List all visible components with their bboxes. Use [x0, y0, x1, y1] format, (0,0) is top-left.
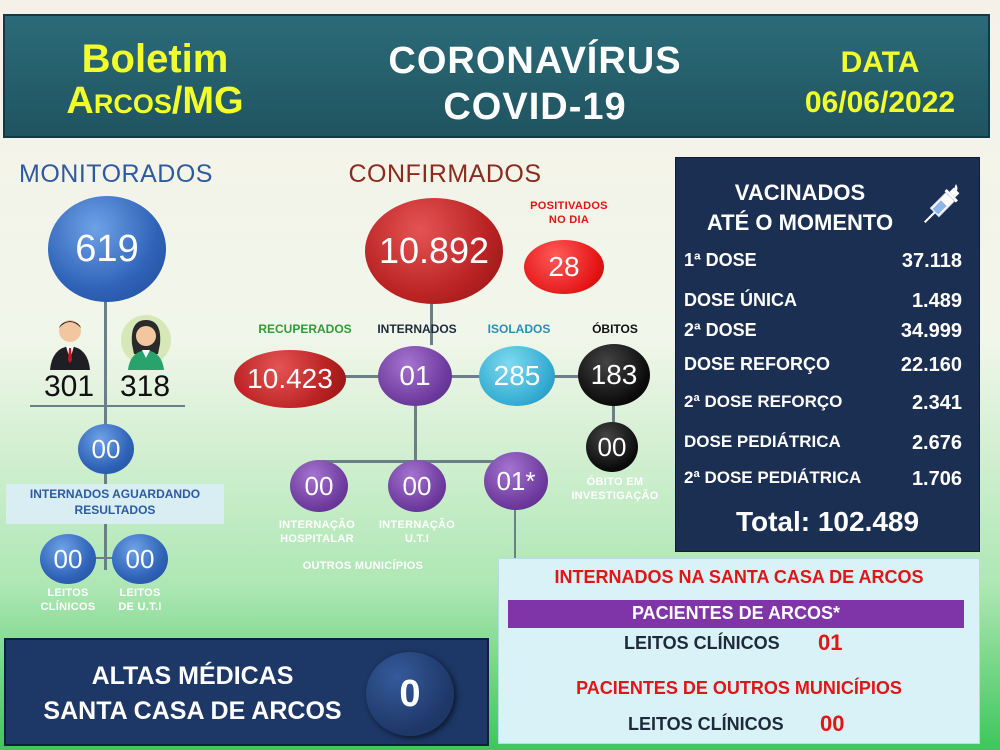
obito-investigacao-label-1: ÓBITO EM [586, 476, 644, 488]
internados-circle: 01 [378, 346, 452, 406]
vacinados-total: Total: 102.489 [735, 506, 920, 537]
positivados-label-2: NO DIA [548, 214, 590, 227]
vacinados-title-line2: ATÉ O MOMENTO [706, 209, 894, 235]
confirmados-total-circle: 10.892 [365, 198, 503, 304]
internados-aguardando-circle: 00 [78, 424, 134, 474]
vacinados-row-label: 2ª DOSE PEDIÁTRICA [684, 468, 862, 487]
internacao-hospitalar-label-2: HOSPITALAR [280, 533, 354, 546]
men-count: 301 [43, 370, 95, 403]
obitos-label: ÓBITOS [592, 322, 638, 336]
vacinados-row-label: 2ª DOSE [684, 320, 757, 340]
positivados-label [512, 199, 626, 228]
gender-divider [30, 405, 185, 407]
leitos-uti-label-2: DE U.T.I [118, 601, 162, 614]
leitos-clinicos-circle: 00 [40, 534, 96, 584]
confirmados-title: CONFIRMADOS [348, 160, 542, 188]
outros-municipios-circle: 01* [484, 452, 548, 510]
internacao-hospitalar-label [264, 518, 370, 547]
vacinados-row-label: DOSE PEDIÁTRICA [684, 432, 841, 451]
leitos-uti-label-1: LEITOS [119, 587, 161, 599]
leitos-clinicos-label [28, 586, 108, 615]
internacao-uti-label [364, 518, 470, 547]
altas-line1: ALTAS MÉDICAS [91, 662, 294, 690]
vacinados-row-label: 2ª DOSE REFORÇO [684, 392, 843, 411]
main-title-line2: COVID-19 [443, 86, 627, 128]
positivados-circle: 28 [524, 240, 604, 294]
monitorados-title: MONITORADOS [19, 160, 213, 188]
woman-icon [120, 314, 172, 370]
vacinados-row-value: 1.489 [911, 290, 962, 312]
internados-aguardando-label: INTERNADOS AGUARDANDO RESULTADOS [29, 487, 201, 518]
obito-investigacao-label [560, 475, 670, 504]
internacao-uti-circle: 00 [388, 460, 446, 512]
city-text: Arcos/MG [66, 80, 244, 122]
internacao-hospitalar-circle: 00 [290, 460, 348, 512]
main-title-line1: CORONAVÍRUS [388, 40, 682, 82]
vacinados-title-line1: VACINADOS [734, 180, 866, 205]
isolados-label: ISOLADOS [487, 322, 551, 336]
leitos-clinicos-label-2: CLÍNICOS [40, 601, 96, 614]
women-count: 318 [119, 370, 171, 403]
arcos-leitos-value: 01 [818, 630, 843, 655]
altas-value-circle: 0 [366, 652, 454, 736]
vacinados-row-value: 2.676 [911, 432, 962, 454]
leitos-uti-label [100, 586, 180, 615]
syringe-icon [918, 180, 964, 232]
internacao-uti-label-1: INTERNAÇÃO [378, 519, 456, 531]
santa-casa-title: INTERNADOS NA SANTA CASA DE ARCOS [554, 567, 924, 587]
vacinados-row-value: 34.999 [900, 320, 962, 342]
recuperados-circle: 10.423 [234, 350, 346, 408]
pacientes-arcos-header: PACIENTES DE ARCOS* [631, 603, 841, 623]
leitos-clinicos-label-1: LEITOS [47, 587, 89, 599]
vacinados-title [690, 178, 910, 237]
city-title [40, 80, 270, 124]
boletim-title: Boletim [81, 37, 229, 81]
vacinados-row-value: 22.160 [900, 354, 962, 376]
outros-municipios-label: OUTROS MUNICÍPIOS [302, 560, 424, 572]
internados-connector [414, 400, 417, 462]
vacinados-row-value: 2.341 [911, 392, 962, 414]
date-value: 06/06/2022 [804, 86, 956, 119]
obito-investigacao-circle: 00 [586, 422, 638, 472]
man-icon [46, 316, 94, 370]
internacao-uti-label-2: U.T.I [404, 533, 430, 546]
outros-leitos-label: LEITOS CLÍNICOS [628, 714, 784, 734]
obito-investigacao-label-2: INVESTIGAÇÃO [571, 490, 659, 503]
obitos-circle: 183 [578, 344, 650, 406]
vacinados-row-label: 1ª DOSE [684, 250, 757, 270]
altas-line2: SANTA CASA DE ARCOS [43, 697, 342, 725]
vacinados-row-value: 1.706 [911, 468, 962, 490]
leitos-uti-circle: 00 [112, 534, 168, 584]
internados-label: INTERNADOS [377, 322, 457, 336]
positivados-label-1: POSITIVADOS [530, 200, 608, 212]
date-label: DATA [840, 46, 920, 79]
isolados-circle: 285 [479, 346, 555, 406]
internacao-hospitalar-label-1: INTERNAÇÃO [278, 519, 356, 531]
pacientes-outros-header: PACIENTES DE OUTROS MUNICÍPIOS [576, 678, 902, 698]
vacinados-row-label: DOSE REFORÇO [684, 354, 831, 374]
arcos-leitos-label: LEITOS CLÍNICOS [624, 633, 780, 653]
vacinados-row-value: 37.118 [901, 250, 962, 272]
recuperados-label: RECUPERADOS [258, 322, 352, 336]
outros-leitos-value: 00 [820, 711, 845, 736]
vacinados-row-label: DOSE ÚNICA [684, 290, 798, 310]
monitorados-total-circle: 619 [48, 196, 166, 302]
